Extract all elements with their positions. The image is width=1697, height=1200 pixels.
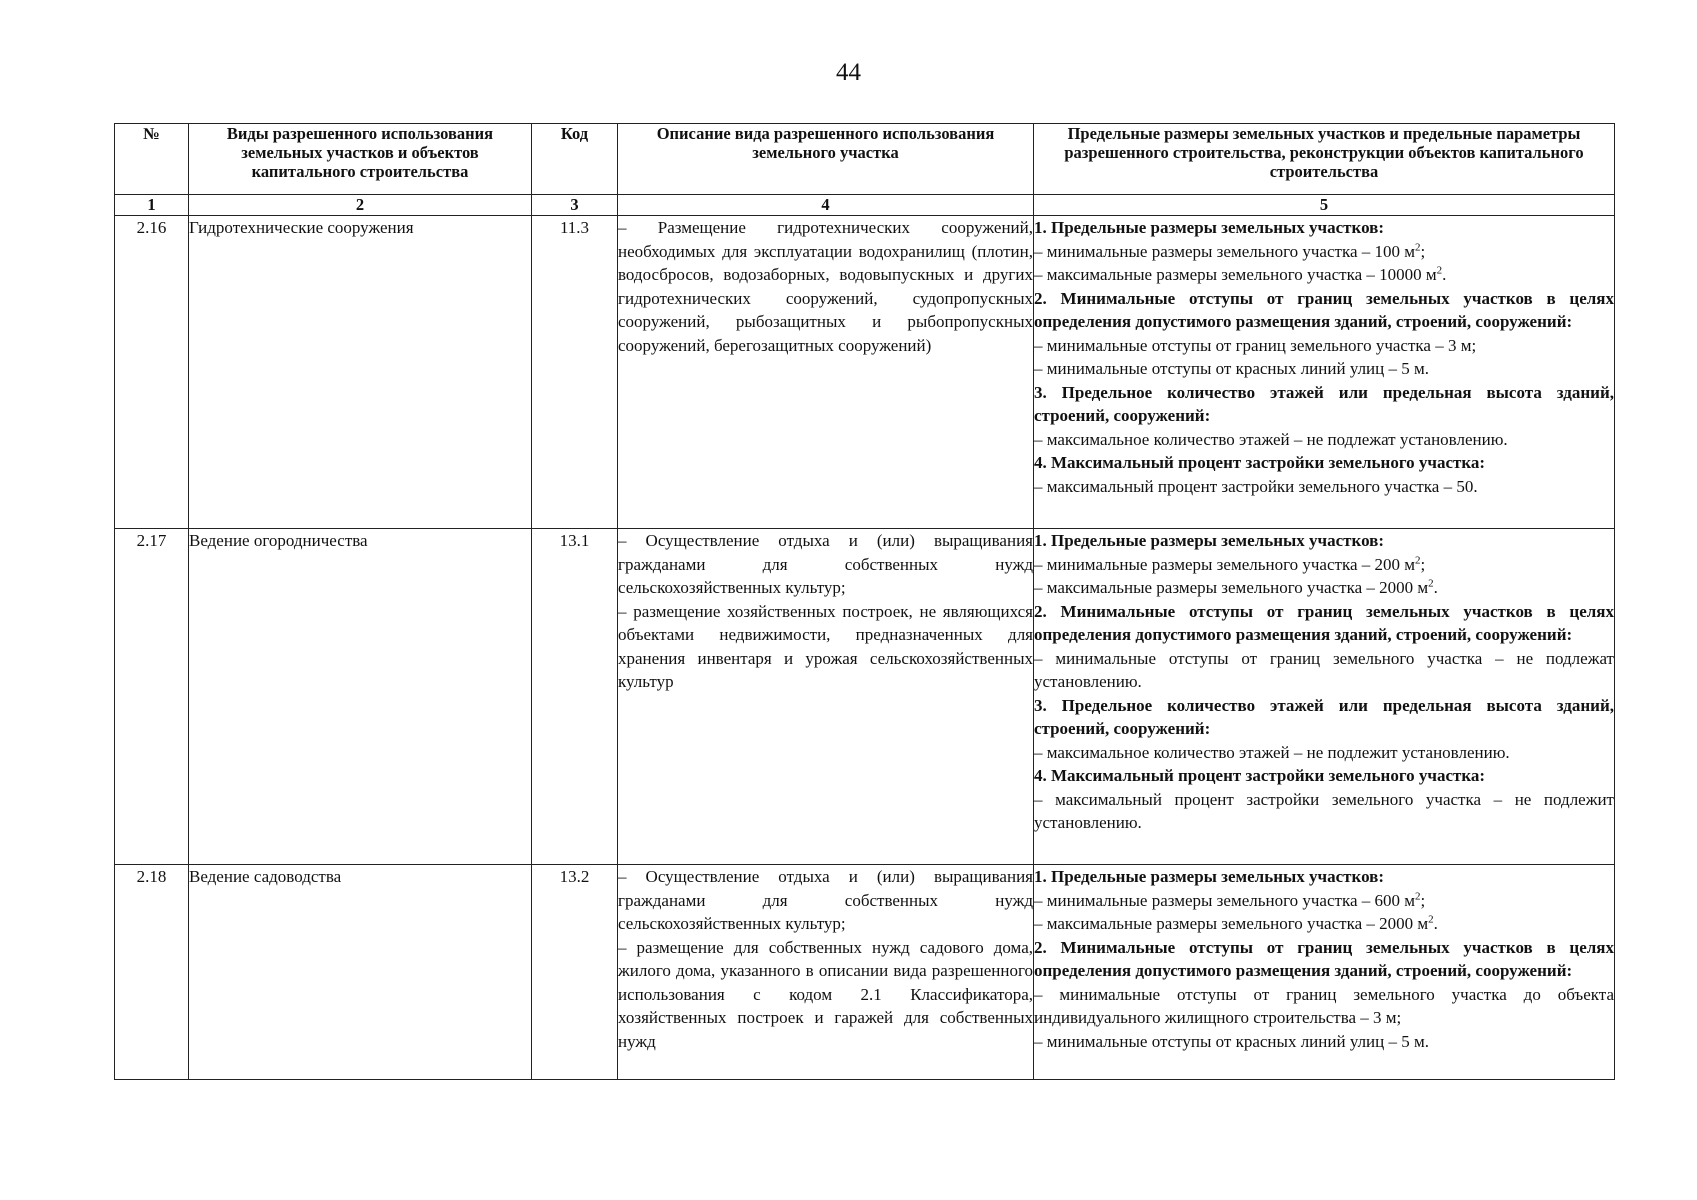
header-number: №	[115, 124, 189, 195]
row-code: 11.3	[532, 216, 618, 529]
limits-item: – минимальные отступы от границ земельного участка до объекта индивидуального жилищного строительства – 3 м;	[1034, 984, 1614, 1027]
description-paragraph: – размещение для собственных нужд садового дома, жилого дома, указанного в описании вида разрешенного использования с кодом 2.1 Классификатора, хозяйственных построек и гаражей для собственных нужд	[618, 937, 1033, 1051]
table-row	[115, 865, 1615, 1080]
header-use-type: Виды разрешенного использования земельных участков и объектов капитального строительства	[189, 124, 532, 195]
description-paragraph: – Осуществление отдыха и (или) выращивания гражданами для собственных нужд сельскохозяйственных культур;	[618, 531, 1033, 597]
limits-heading: 3. Предельное количество этажей или предельная высота зданий, строений, сооружений:	[1034, 382, 1614, 425]
row-number: 2.17	[115, 529, 189, 865]
limits-item: – минимальные отступы от границ земельного участка – не подлежат установлению.	[1034, 648, 1614, 691]
row-use-type: Ведение огородничества	[189, 529, 532, 865]
row-description	[618, 529, 1034, 865]
row-use-type: Ведение садоводства	[189, 865, 532, 1080]
limits-heading: 4. Максимальный процент застройки земельного участка:	[1034, 453, 1486, 472]
column-number: 5	[1034, 195, 1615, 216]
header-description: Описание вида разрешенного использования земельного участка	[618, 124, 1034, 195]
limits-item: – минимальные размеры земельного участка – 200 $м^2$;	[1034, 553, 1426, 574]
table-row	[115, 529, 1615, 865]
table-row	[115, 216, 1615, 529]
column-number: 3	[532, 195, 618, 216]
limits-item: – максимальные размеры земельного участка – 10000 $м^2$.	[1034, 264, 1447, 284]
column-number: 1	[115, 195, 189, 216]
row-number: 2.18	[115, 865, 189, 1080]
column-number: 2	[189, 195, 532, 216]
header-row	[115, 124, 1615, 195]
description-paragraph: – Размещение гидротехнических сооружений, необходимых для эксплуатации водохранилищ (плотин, водосбросов, водозаборных, водовыпускных и других гидротехнических сооружений, судопропускных сооружений, рыбозащитных и рыбопропускных сооружений, берегозащитных сооружений)	[618, 218, 1033, 355]
header-limits: Предельные размеры земельных участков и предельные параметры разрешенного строительства, реконструкции объектов капитального строительства	[1034, 124, 1615, 195]
limits-item: – максимальные размеры земельного участка – 2000 $м^2$.	[1034, 577, 1438, 597]
limits-item: – минимальные размеры земельного участка – 100 $м^2$;	[1034, 240, 1426, 261]
row-limits	[1034, 529, 1615, 865]
header-code: Код	[532, 124, 618, 195]
row-description	[618, 216, 1034, 529]
column-number: 4	[618, 195, 1034, 216]
limits-heading: 1. Предельные размеры земельных участков:	[1034, 867, 1385, 886]
limits-item: – максимальное количество этажей – не подлежат установлению.	[1034, 429, 1508, 449]
limits-heading: 4. Максимальный процент застройки земельного участка:	[1034, 766, 1486, 785]
limits-item: – максимальные размеры земельного участка – 2000 $м^2$.	[1034, 913, 1438, 933]
description-paragraph: – размещение хозяйственных построек, не являющихся объектами недвижимости, предназначенных для хранения инвентаря и урожая сельскохозяйственных культур	[618, 601, 1033, 691]
row-number: 2.16	[115, 216, 189, 529]
limits-item: – минимальные отступы от красных линий улиц – 5 м.	[1034, 359, 1430, 378]
column-number-row	[115, 195, 1615, 216]
limits-heading: 1. Предельные размеры земельных участков:	[1034, 218, 1385, 237]
limits-heading: 2. Минимальные отступы от границ земельных участков в целях определения допустимого размещения зданий, строений, сооружений:	[1034, 937, 1614, 980]
limits-heading: 2. Минимальные отступы от границ земельных участков в целях определения допустимого размещения зданий, строений, сооружений:	[1034, 288, 1614, 331]
land-use-table	[114, 123, 1615, 1080]
row-limits	[1034, 216, 1615, 529]
limits-item: – максимальный процент застройки земельного участка – 50.	[1034, 476, 1478, 496]
limits-item: – максимальное количество этажей – не подлежит установлению.	[1034, 742, 1510, 762]
limits-item: – максимальный процент застройки земельного участка – не подлежит установлению.	[1034, 789, 1614, 832]
row-code: 13.2	[532, 865, 618, 1080]
row-code: 13.1	[532, 529, 618, 865]
row-description	[618, 865, 1034, 1080]
limits-item: – минимальные отступы от красных линий улиц – 5 м.	[1034, 1031, 1430, 1051]
limits-item: – минимальные размеры земельного участка – 600 $м^2$;	[1034, 889, 1426, 910]
row-limits	[1034, 865, 1615, 1080]
limits-heading: 1. Предельные размеры земельных участков:	[1034, 531, 1385, 550]
row-use-type: Гидротехнические сооружения	[189, 216, 532, 529]
page-number: 44	[836, 59, 861, 86]
limits-heading: 2. Минимальные отступы от границ земельных участков в целях определения допустимого размещения зданий, строений, сооружений:	[1034, 601, 1614, 644]
limits-item: – минимальные отступы от границ земельного участка – 3 м;	[1034, 335, 1477, 355]
description-paragraph: – Осуществление отдыха и (или) выращивания гражданами для собственных нужд сельскохозяйственных культур;	[618, 867, 1033, 933]
limits-heading: 3. Предельное количество этажей или предельная высота зданий, строений, сооружений:	[1034, 695, 1614, 738]
